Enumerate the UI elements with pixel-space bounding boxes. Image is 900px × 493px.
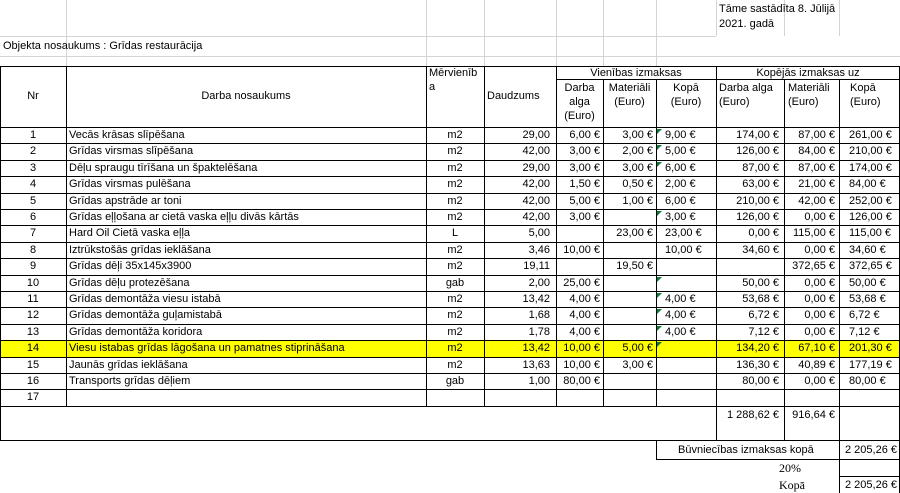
cell-mat2: 115,00 € (792, 227, 835, 240)
cell-unit: L (451, 227, 459, 240)
header-labor-l1: Darba (564, 82, 595, 94)
cell-mat: 19,50 € (616, 260, 653, 273)
cell-unit: gab (445, 276, 465, 289)
cell-mat2: 0,00 € (804, 293, 835, 305)
cell-qty: 29,00 (522, 161, 550, 174)
header-total2-l1: Kopā (850, 82, 876, 94)
cell-lab: 10,00 € (563, 358, 600, 371)
cell-tot: 9,00 € (665, 129, 696, 141)
cell-name: Grīdas dēļu protezēšana (69, 276, 190, 289)
cell-name: Viesu istabas grīdas lāgošana un pamatnes stiprināšana (69, 342, 345, 355)
cell-lab: 3,00 € (569, 161, 600, 174)
cell-name: Transports grīdas dēļiem (69, 375, 191, 387)
cell-qty: 42,00 (522, 178, 550, 191)
comment-marker-icon (657, 309, 662, 314)
cell-lab: 10,00 € (563, 243, 600, 256)
cell-name: Grīdas demontāža guļamistabā (69, 309, 222, 322)
cell-qty: 42,00 (522, 211, 550, 223)
total-materials: 916,64 € (792, 409, 835, 421)
header-unit-line2: a (429, 81, 436, 93)
grand-total-label: Kopā (779, 478, 805, 492)
cell-lab2: 34,60 € (742, 243, 779, 256)
cell-mat: 3,00 € (622, 161, 653, 174)
header-unit-line1: Mērvienīb (429, 67, 478, 79)
cell-nr: 3 (29, 161, 37, 174)
cell-nr: 4 (29, 178, 37, 191)
cell-mat: 5,00 € (622, 342, 653, 355)
header-qty: Daudzums (487, 90, 540, 102)
cell-unit: m2 (447, 129, 463, 141)
cell-qty: 3,46 (528, 243, 550, 256)
cell-unit: gab (445, 375, 465, 387)
header-unit-price-group: Vienības izmaksas (590, 67, 682, 79)
cell-lab2: 134,20 € (736, 342, 779, 355)
cell-lab2: 126,00 € (736, 211, 779, 223)
cell-unit: m2 (447, 260, 463, 273)
cell-nr: 15 (26, 358, 40, 371)
date-note-line2: 2021. gadā (719, 18, 775, 30)
cell-qty: 29,00 (522, 129, 550, 141)
object-title: Objekta nosaukums : Grīdas restaurācija (3, 40, 203, 52)
cell-tot2: 177,19 € (849, 358, 892, 371)
cell-qty: 13,63 (522, 358, 550, 371)
total-labor: 1 288,62 € (727, 409, 779, 421)
cell-name: Iztrūkstošās grīdas ieklāšana (69, 243, 211, 256)
cell-unit: m2 (447, 211, 463, 223)
date-note-line1: Tāme sastādīta 8. Jūlijā (719, 3, 836, 15)
cell-name: Grīdas virsmas pulēšana (69, 178, 191, 191)
cell-mat2: 0,00 € (804, 243, 835, 256)
cell-name: Grīdas apstrāde ar toni (69, 194, 182, 207)
cell-unit: m2 (447, 243, 463, 256)
cell-unit: m2 (447, 194, 463, 207)
cell-mat2: 0,00 € (804, 325, 835, 338)
cell-lab2: 80,00 € (742, 375, 779, 387)
cell-nr: 12 (26, 309, 40, 322)
cell-nr: 14 (26, 342, 40, 355)
cell-lab2: 136,30 € (736, 358, 779, 371)
cell-qty: 19,11 (523, 260, 550, 273)
cell-nr: 6 (29, 211, 37, 223)
comment-marker-icon (657, 277, 662, 282)
cell-lab: 4,00 € (569, 325, 600, 338)
cell-lab2: 50,00 € (742, 276, 779, 289)
cell-mat: 1,00 € (622, 194, 653, 207)
cell-tot2: 80,00 € (849, 375, 886, 387)
comment-marker-icon (657, 293, 662, 298)
cell-tot: 10,00 € (665, 243, 702, 256)
cell-tot2: 201,30 € (849, 342, 892, 355)
cell-tot: 4,00 € (665, 309, 696, 322)
header-materials-l1: Materiāli (608, 82, 651, 94)
cell-nr: 8 (29, 243, 37, 256)
cell-nr: 7 (29, 227, 37, 240)
cell-mat2: 87,00 € (798, 129, 835, 141)
cell-tot: 6,00 € (665, 161, 696, 174)
cell-unit: m2 (447, 293, 463, 305)
header-total2-l2: (Euro) (850, 96, 881, 108)
cell-nr: 5 (29, 194, 37, 207)
cell-name: Grīdas demontāža koridora (69, 325, 203, 338)
header-total-l2: (Euro) (670, 96, 702, 108)
cell-lab: 25,00 € (563, 276, 600, 289)
comment-marker-icon (657, 342, 662, 347)
cell-tot2: 252,00 € (849, 194, 892, 207)
comment-marker-icon (657, 162, 662, 167)
header-name: Darba nosaukums (201, 90, 291, 102)
cell-name: Jaunās grīdas ieklāšana (69, 358, 188, 371)
cell-qty: 1,68 (528, 309, 550, 322)
cell-mat: 0,50 € (622, 178, 653, 191)
cell-name: Hard Oil Cietā vaska eļļa (69, 227, 191, 240)
cell-name: Dēļu spraugu tīrīšana un špaktelēšana (69, 161, 258, 174)
header-labor2-l2: (Euro) (719, 96, 750, 108)
cell-qty: 2,00 (528, 276, 550, 289)
cell-qty: 5,00 (528, 227, 550, 240)
cell-tot: 4,00 € (665, 325, 696, 338)
cell-mat2: 40,89 € (798, 358, 835, 371)
cell-mat: 3,00 € (622, 358, 653, 371)
cell-qty: 13,42 (522, 342, 550, 355)
cell-lab2: 53,68 € (742, 293, 779, 305)
cell-tot2: 84,00 € (849, 178, 886, 191)
comment-marker-icon (657, 211, 662, 216)
cell-lab2: 126,00 € (736, 145, 779, 158)
cell-mat2: 0,00 € (804, 276, 835, 289)
cell-mat2: 42,00 € (798, 194, 835, 207)
cell-lab2: 87,00 € (742, 161, 779, 174)
cell-qty: 1,78 (528, 325, 550, 338)
cell-tot2: 6,72 € (849, 309, 880, 322)
cell-tot2: 174,00 € (849, 161, 892, 174)
cell-lab: 5,00 € (569, 194, 600, 207)
construction-cost-label: Būvniecības izmaksas kopā (678, 444, 814, 456)
cell-tot2: 372,65 € (849, 260, 892, 273)
cell-tot2: 34,60 € (849, 243, 886, 256)
cell-lab: 80,00 € (563, 375, 600, 387)
cell-mat2: 21,00 € (798, 178, 835, 191)
header-labor-l2: alga (569, 96, 590, 108)
grand-total-value: 2 205,26 € (845, 479, 897, 491)
cell-mat: 23,00 € (616, 227, 653, 240)
cell-nr: 1 (29, 129, 37, 141)
cell-tot: 4,00 € (665, 293, 696, 305)
header-total-group: Kopējās izmaksas uz (756, 67, 860, 79)
cell-mat: 3,00 € (622, 129, 653, 141)
comment-marker-icon (657, 145, 662, 150)
cell-lab2: 7,12 € (748, 325, 779, 338)
cell-name: Vecās krāsas slīpēšana (69, 129, 185, 141)
cell-nr: 10 (26, 276, 40, 289)
cell-mat2: 372,65 € (792, 260, 835, 273)
cell-lab: 4,00 € (569, 309, 600, 322)
cell-nr: 16 (26, 375, 40, 387)
header-labor-l3: (Euro) (564, 110, 595, 122)
cell-tot2: 115,00 € (849, 227, 892, 240)
cell-name: Grīdas demontāža viesu istabā (69, 293, 221, 305)
cell-lab2: 174,00 € (736, 129, 779, 141)
cell-mat2: 87,00 € (798, 161, 835, 174)
header-materials2-l2: (Euro) (788, 96, 819, 108)
cell-mat2: 84,00 € (798, 145, 835, 158)
cell-nr: 9 (29, 260, 37, 273)
cell-qty: 1,00 (528, 375, 550, 387)
cell-tot2: 53,68 € (849, 293, 886, 305)
cell-mat: 2,00 € (622, 145, 653, 158)
vat-label: 20% (779, 461, 801, 475)
cell-lab: 6,00 € (569, 129, 600, 141)
cell-tot2: 7,12 € (849, 325, 880, 338)
comment-marker-icon (657, 129, 662, 134)
cell-qty: 13,42 (522, 293, 550, 305)
cell-tot2: 261,00 € (849, 129, 892, 141)
cell-tot2: 210,00 € (849, 145, 892, 158)
cell-nr: 13 (26, 325, 40, 338)
cell-nr: 11 (27, 293, 39, 305)
cell-lab2: 6,72 € (748, 309, 779, 322)
construction-cost-value: 2 205,26 € (845, 444, 897, 456)
cell-unit: m2 (447, 342, 463, 355)
cell-name: Grīdas eļļošana ar cietā vaska eļļu divās kārtās (69, 211, 299, 223)
cell-unit: m2 (447, 309, 463, 322)
cell-nr: 2 (29, 145, 37, 158)
header-nr: Nr (27, 90, 39, 102)
comment-marker-icon (657, 326, 662, 331)
cell-lab: 1,50 € (569, 178, 600, 191)
cell-unit: m2 (447, 325, 463, 338)
cell-unit: m2 (447, 178, 463, 191)
cell-tot: 6,00 € (665, 194, 696, 207)
cell-name: Grīdas dēļi 35x145x3900 (69, 260, 192, 273)
cell-unit: m2 (447, 145, 463, 158)
header-materials-l2: (Euro) (614, 96, 645, 108)
cell-qty: 42,00 (522, 145, 550, 158)
cell-tot: 3,00 € (665, 211, 696, 223)
cell-unit: m2 (447, 358, 463, 371)
cell-tot2: 50,00 € (849, 276, 886, 289)
cell-lab2: 210,00 € (736, 194, 779, 207)
cell-lab: 4,00 € (569, 293, 600, 305)
cell-tot: 23,00 € (665, 227, 702, 240)
cell-tot: 5,00 € (665, 145, 696, 158)
cell-lab: 3,00 € (569, 211, 600, 223)
cell-nr: 17 (26, 391, 40, 404)
cell-mat2: 0,00 € (804, 309, 835, 322)
cell-mat2: 67,10 € (798, 342, 835, 355)
header-labor2-l1: Darba alga (719, 82, 773, 94)
cell-mat2: 0,00 € (804, 211, 835, 223)
cell-name: Grīdas virsmas slīpēšana (69, 145, 194, 158)
cell-tot2: 126,00 € (849, 211, 892, 223)
cell-tot: 2,00 € (665, 178, 696, 191)
cell-qty: 42,00 (522, 194, 550, 207)
cell-unit: m2 (447, 161, 463, 174)
cell-lab2: 63,00 € (742, 178, 779, 191)
cell-lab2: 0,00 € (748, 227, 779, 240)
header-total-l1: Kopā (673, 82, 699, 94)
cell-mat2: 0,00 € (804, 375, 835, 387)
header-materials2-l1: Materiāli (788, 82, 830, 94)
cell-lab: 10,00 € (563, 342, 600, 355)
cell-lab: 3,00 € (569, 145, 600, 158)
